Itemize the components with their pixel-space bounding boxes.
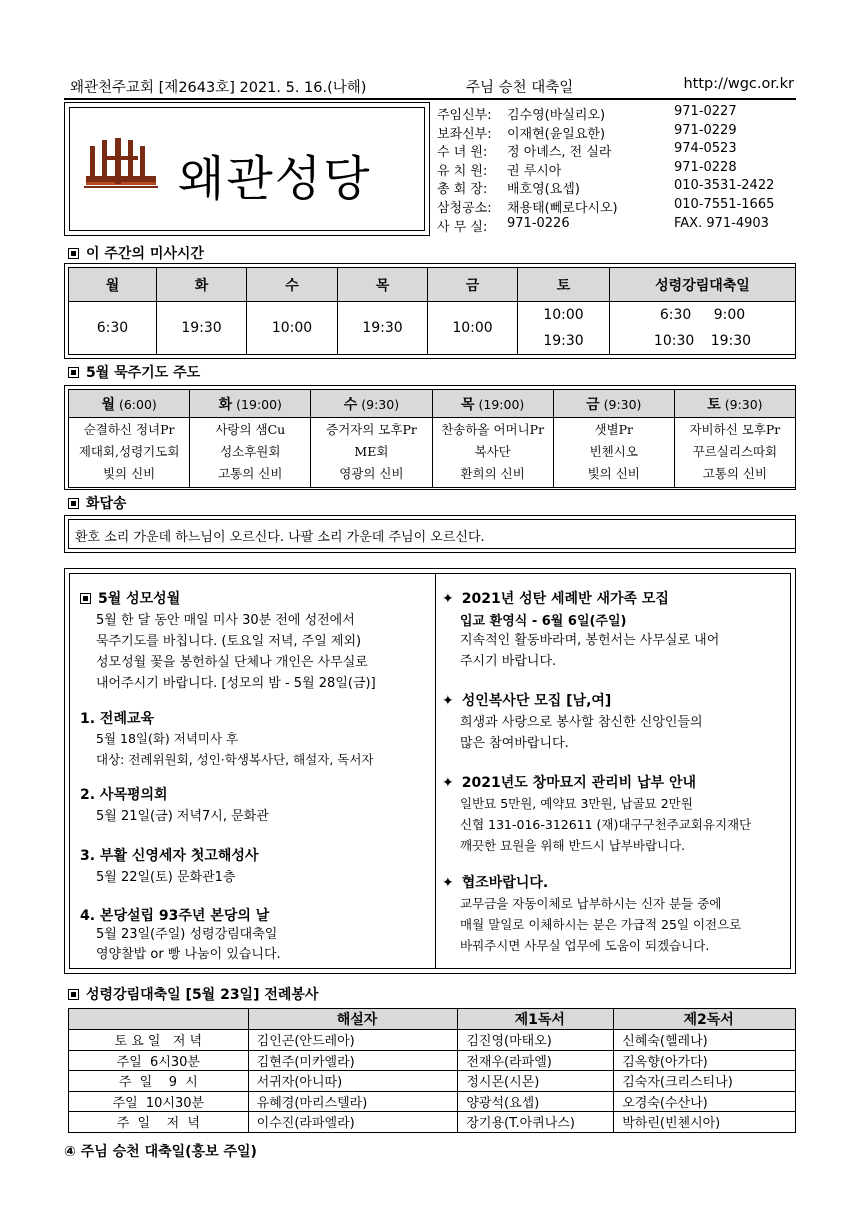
rosary-group-cell: 순결하신 정녀Pr 제대회,성령기도회 빛의 신비 (69, 418, 190, 488)
staff-role: 수 녀 원: (437, 145, 488, 161)
service-header: 제1독서 (458, 1009, 614, 1030)
staff-name: 김수영(바실리오) (507, 108, 606, 123)
service-person-cell: 서귀자(아니따) (248, 1071, 458, 1092)
rosary-day-header: 금 (9:30) (553, 390, 674, 418)
service-person-cell: 장기용(T.아퀴나스) (458, 1112, 614, 1133)
rosary-group-cell: 자비하신 모후Pr 꾸르실리스따회 고통의 신비 (674, 418, 795, 488)
staff-phone: 974-0523 (674, 141, 737, 157)
staff-role: 주임신부: (437, 108, 492, 123)
staff-row (433, 196, 796, 215)
time-fri: 10:00 (428, 302, 518, 355)
website-link[interactable]: http://wgc.or.kr (683, 76, 794, 92)
staff-name: 이재현(윤일요한) (507, 126, 606, 142)
service-header (69, 1009, 249, 1030)
square-bullet-icon (68, 498, 79, 509)
notice-may-body: 5월 한 달 동안 매일 미사 30분 전에 성전에서 묵주기도를 바칩니다. (토요일 저녁, 주일 제외) 성모성월 꽃을 봉헌하실 단체나 개인은 사무실로 내어주시기 바랍니다. [성모의 밤 - 5월 28일(금)] (96, 613, 376, 691)
staff-role: 사 무 실: (437, 219, 488, 235)
service-person-cell: 이수진(라파엘라) (248, 1112, 458, 1133)
time-pentecost: 6:30 9:00 10:30 19:30 (610, 302, 796, 355)
diamond-bullet-icon: ✦ (442, 875, 454, 891)
staff-phone: 971-0228 (674, 159, 737, 175)
service-header: 해설자 (248, 1009, 458, 1030)
feast-name: 주님 승천 대축일 (466, 80, 574, 96)
service-person-cell: 정시몬(시몬) (458, 1071, 614, 1092)
day-pentecost: 성령강림대축일 (610, 268, 796, 302)
day-mon: 월 (69, 268, 157, 302)
notice-altar-servers-title: ✦ 성인복사단 모집 [남,여] (442, 693, 612, 709)
service-table (68, 1008, 796, 1133)
rosary-group-cell: 증거자의 모후Pr ME회 영광의 신비 (311, 418, 432, 488)
service-time-cell: 주 일 9 시 (69, 1071, 249, 1092)
table-row (69, 1112, 796, 1133)
logo-box (64, 102, 430, 236)
service-time-cell: 토 요 일 저 녁 (69, 1030, 249, 1051)
notice-parishday-body: 5월 23일(주일) 성령강림대축일 영양찰밥 or 빵 나눔이 있습니다. (96, 927, 281, 962)
psalm-text: 환호 소리 가운데 하느님이 오르신다. 나팔 소리 가운데 주님이 오르신다. (68, 519, 796, 549)
service-person-cell: 김현주(미카엘라) (248, 1050, 458, 1071)
notice-liturgy-title: 1. 전례교육 (80, 711, 155, 727)
service-time-cell: 주 일 저 녁 (69, 1112, 249, 1133)
footer-title: ④ 주님 승천 대축일(홍보 주일) (64, 1144, 257, 1160)
rosary-group-cell: 사랑의 샘Cu 성소후원회 고통의 신비 (190, 418, 311, 488)
rosary-group-cell: 샛별Pr 빈첸시오 빛의 신비 (553, 418, 674, 488)
square-bullet-icon (68, 248, 79, 259)
service-header: 제2독서 (614, 1009, 796, 1030)
rosary-day-header: 토 (9:30) (674, 390, 795, 418)
mass-section-title: 이 주간의 미사시간 (68, 243, 204, 263)
staff-phone: 971-0227 (674, 104, 737, 119)
service-person-cell: 유혜경(마리스텔라) (248, 1091, 458, 1112)
staff-name: 채용태(뻬로다시오) (507, 201, 618, 216)
staff-row (433, 122, 796, 141)
staff-name: 권 루시아 (507, 163, 562, 179)
rosary-section-title: 5월 묵주기도 주도 (68, 362, 200, 382)
day-thu: 목 (338, 268, 428, 302)
notice-liturgy-body: 5월 18일(화) 저녁미사 후 대상: 전례위원회, 성인·학생복사단, 해설자, 독서자 (96, 731, 374, 767)
notice-parishday-title: 4. 본당설립 93주년 본당의 날 (80, 908, 270, 924)
diamond-bullet-icon: ✦ (442, 591, 454, 607)
rosary-day-header: 월 (6:00) (69, 390, 190, 418)
diamond-bullet-icon: ✦ (442, 693, 454, 709)
notice-cemetery-title: ✦ 2021년도 창마묘지 관리비 납부 안내 (442, 775, 697, 791)
staff-phone: 010-7551-1665 (674, 197, 775, 212)
mass-times-table (68, 267, 796, 355)
staff-phone: 971-0229 (674, 122, 737, 138)
issue-info: 왜관천주교회 [제2643호] 2021. 5. 16.(나해) (70, 80, 367, 96)
service-time-cell: 주일 6시30분 (69, 1050, 249, 1071)
staff-role: 총 회 장: (437, 182, 488, 198)
staff-name: 971-0226 (507, 215, 570, 231)
staff-role: 보좌신부: (437, 126, 492, 142)
square-bullet-icon (68, 367, 79, 378)
notice-altar-servers-body: 희생과 사랑으로 봉사할 참신한 신앙인들의 많은 참여바랍니다. (460, 715, 703, 751)
notice-cooperation-title: ✦ 협조바랍니다. (442, 875, 549, 891)
service-time-cell: 주일 10시30분 (69, 1091, 249, 1112)
table-row (69, 1071, 796, 1092)
church-logo-icon (82, 138, 162, 202)
service-section-title: 성령강림대축일 [5월 23일] 전례봉사 (68, 984, 318, 1004)
time-mon: 6:30 (69, 302, 157, 355)
staff-row (433, 140, 796, 159)
service-person-cell: 신혜숙(헬레나) (614, 1030, 796, 1051)
rosary-day-header: 화 (19:00) (190, 390, 311, 418)
service-person-cell: 김숙자(크리스티나) (614, 1071, 796, 1092)
day-fri: 금 (428, 268, 518, 302)
psalm-section-title: 화답송 (68, 493, 127, 513)
staff-directory (433, 102, 796, 236)
service-person-cell: 김진영(마태오) (458, 1030, 614, 1051)
staff-name: 정 아녜스, 전 실라 (507, 145, 612, 161)
rosary-day-header: 목 (19:00) (432, 390, 553, 418)
square-bullet-icon (80, 593, 91, 604)
staff-name: 배호영(요셉) (507, 182, 580, 198)
square-bullet-icon (68, 989, 79, 1000)
notice-council-body: 5월 21일(금) 저녁7시, 문화관 (96, 809, 269, 824)
day-tue: 화 (157, 268, 247, 302)
diamond-bullet-icon: ✦ (442, 775, 454, 791)
notice-council-title: 2. 사목평의회 (80, 787, 168, 803)
staff-row (433, 159, 796, 178)
service-person-cell: 김인곤(안드레아) (248, 1030, 458, 1051)
staff-row (433, 215, 796, 234)
logo-text: 왜관성당 (178, 151, 372, 207)
notice-may-title: 5월 성모성월 (80, 588, 180, 608)
notice-baptism-title: ✦ 2021년 성탄 세례반 새가족 모집 (442, 591, 669, 607)
rosary-group-cell: 찬송하올 어머니Pr 복사단 환희의 신비 (432, 418, 553, 488)
day-sat: 토 (518, 268, 610, 302)
column-divider (435, 574, 436, 968)
time-tue: 19:30 (157, 302, 247, 355)
staff-phone: 010-3531-2422 (674, 178, 775, 194)
staff-role: 삼청공소: (437, 201, 492, 216)
service-person-cell: 박하린(빈첸시아) (614, 1112, 796, 1133)
rosary-day-header: 수 (9:30) (311, 390, 432, 418)
notice-confession-title: 3. 부활 신영세자 첫고해성사 (80, 848, 259, 864)
table-row (69, 1030, 796, 1051)
notice-baptism-sub: 입교 환영식 - 6월 6일(주일) (460, 614, 627, 629)
staff-row (433, 177, 796, 196)
service-person-cell: 김옥향(아가다) (614, 1050, 796, 1071)
notice-cooperation-body: 교무금을 자동이체로 납부하시는 신자 분들 중에 매월 말일로 이체하시는 분은 가급적 25일 이전으로 바꿔주시면 사무실 업무에 도움이 되겠습니다. (460, 896, 742, 953)
service-person-cell: 전재우(라파엘) (458, 1050, 614, 1071)
table-row (69, 1050, 796, 1071)
table-row (69, 1091, 796, 1112)
notice-confession-body: 5월 22일(토) 문화관1층 (96, 870, 236, 885)
time-sat: 10:00 19:30 (518, 302, 610, 355)
staff-row (433, 103, 796, 122)
staff-role: 유 치 원: (437, 163, 488, 179)
notice-board (64, 568, 796, 974)
notice-cemetery-body: 일반묘 5만원, 예약묘 3만원, 납골묘 2만원 신협 131-016-312611 (재)대구구천주교회유지재단 깨끗한 묘원을 위해 반드시 납부바랍니다. (460, 796, 752, 853)
service-person-cell: 양광석(요셉) (458, 1091, 614, 1112)
notice-baptism-body: 지속적인 활동바라며, 봉헌서는 사무실로 내어 주시기 바랍니다. (460, 633, 720, 669)
time-thu: 19:30 (338, 302, 428, 355)
header-bar (64, 72, 796, 100)
staff-phone: FAX. 971-4903 (674, 215, 769, 231)
time-wed: 10:00 (247, 302, 338, 355)
service-person-cell: 오경숙(수산나) (614, 1091, 796, 1112)
day-wed: 수 (247, 268, 338, 302)
rosary-table (68, 389, 796, 488)
